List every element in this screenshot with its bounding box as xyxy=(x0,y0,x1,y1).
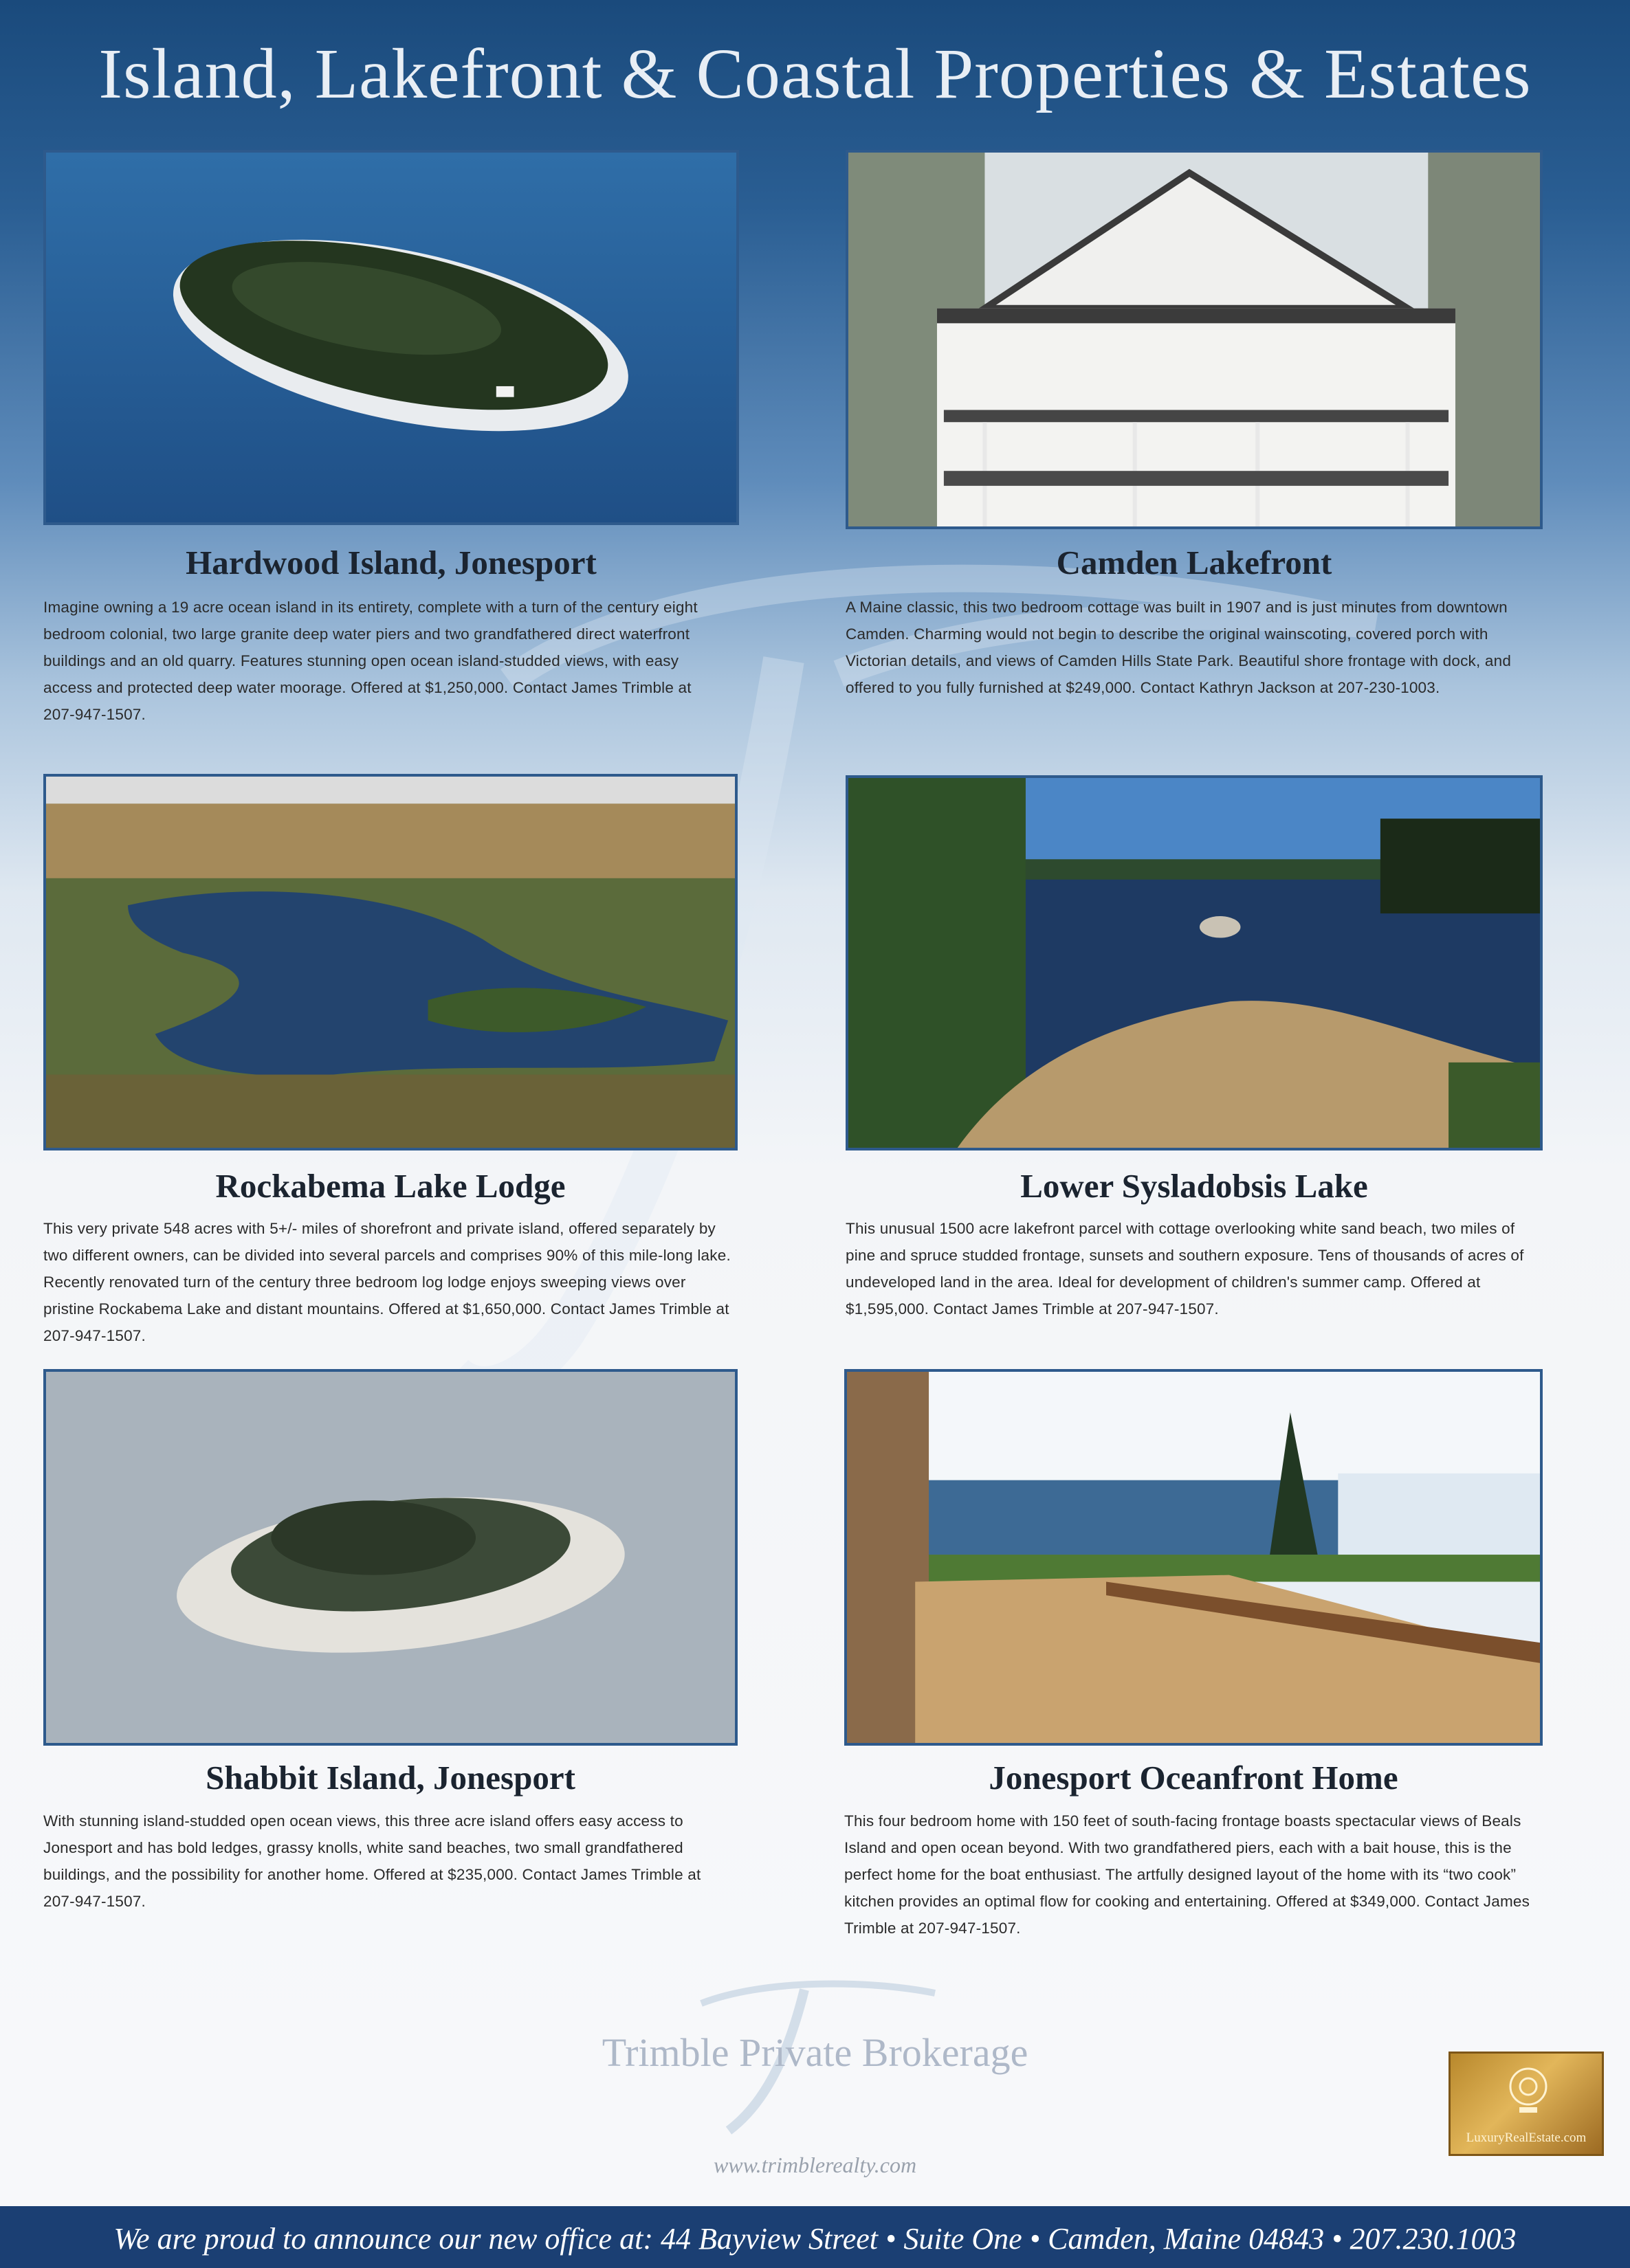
page-title: Island, Lakefront & Coastal Properties & Estates xyxy=(98,34,1532,113)
office-announcement-text: We are proud to announce our new office at: 44 Bayview Street • Suite One • Camden, Maine 04843 • 207.230.1003 xyxy=(113,2222,1517,2256)
listing-description: This four bedroom home with 150 feet of south-facing frontage boasts spectacular views of Beals Island and open ocean beyond. With two grandfathered piers, each with a bait house, this is the perfect home for the boat enthusiast. The artfully designed layout of the home with its “two cook” kitchen provides an optimal flow for cooking and entertaining. Offered at $349,000. Contact James Trimble at 207-947-1507. xyxy=(844,1812,1530,1937)
listing-description: A Maine classic, this two bedroom cottage was built in 1907 and is just minutes from downtown Camden. Charming would not begin to describe the original wainscoting, covered porch with Victorian details, and views of Camden Hills State Park. Beautiful shore frontage with dock, and offered to you fully furnished at $249,000. Contact Kathryn Jackson at 207-230-1003. xyxy=(846,599,1512,696)
website-link[interactable]: www.trimblerealty.com xyxy=(713,2153,917,2177)
listing-title: Rockabema Lake Lodge xyxy=(215,1167,566,1205)
camden-cottage-photo xyxy=(846,150,1543,529)
sysladobsis-lake-photo xyxy=(846,775,1543,1150)
lion-crest-icon xyxy=(1504,2063,1552,2118)
listing-title: Lower Sysladobsis Lake xyxy=(1020,1167,1368,1205)
jonesport-oceanfront-photo xyxy=(844,1369,1543,1746)
listing-title: Camden Lakefront xyxy=(1056,544,1332,581)
listing-description: Imagine owning a 19 acre ocean island in its entirety, complete with a turn of the century eight bedroom colonial, two large granite deep water piers and two grandfathered direct waterfront buildings and an old quarry. Features stunning open ocean island-studded views, with easy access and protected deep water moorage. Offered at $1,250,000. Contact James Trimble at 207-947-1507. xyxy=(43,599,698,723)
listing-title: Hardwood Island, Jonesport xyxy=(186,544,597,581)
shabbit-island-photo xyxy=(43,1369,738,1746)
logo-text: LuxuryRealEstate.com xyxy=(1466,2131,1587,2145)
office-announcement-bar xyxy=(0,2206,1630,2268)
rockabema-lake-photo xyxy=(43,774,738,1150)
hardwood-island-photo xyxy=(43,150,739,525)
listing-description: This very private 548 acres with 5+/- miles of shorefront and private island, offered separately by two different owners, can be divided into several parcels and comprises 90% of this mile-long lake. Recently renovated turn of the century three bedroom log lodge enjoys sweeping views over pristine Rockabema Lake and distant mountains. Offered at $1,650,000. Contact James Trimble at 207-947-1507. xyxy=(43,1220,731,1344)
luxury-real-estate-logo xyxy=(1449,2052,1604,2156)
brokerage-name: Trimble Private Brokerage xyxy=(602,2030,1028,2075)
listing-title: Shabbit Island, Jonesport xyxy=(206,1759,575,1797)
listing-description: With stunning island-studded open ocean views, this three acre island offers easy access to Jonesport and has bold ledges, grassy knolls, white sand beaches, two small grandfathered buildings, and the possibility for another home. Offered at $235,000. Contact James Trimble at 207-947-1507. xyxy=(43,1812,701,1910)
listing-description: This unusual 1500 acre lakefront parcel with cottage overlooking white sand beach, two miles of pine and spruce studded frontage, sunsets and southern exposure. Tens of thousands of acres of undeveloped land in the area. Ideal for development of children's summer camp. Offered at $1,595,000. Contact James Trimble at 207-947-1507. xyxy=(846,1220,1524,1318)
listing-title: Jonesport Oceanfront Home xyxy=(989,1759,1398,1797)
